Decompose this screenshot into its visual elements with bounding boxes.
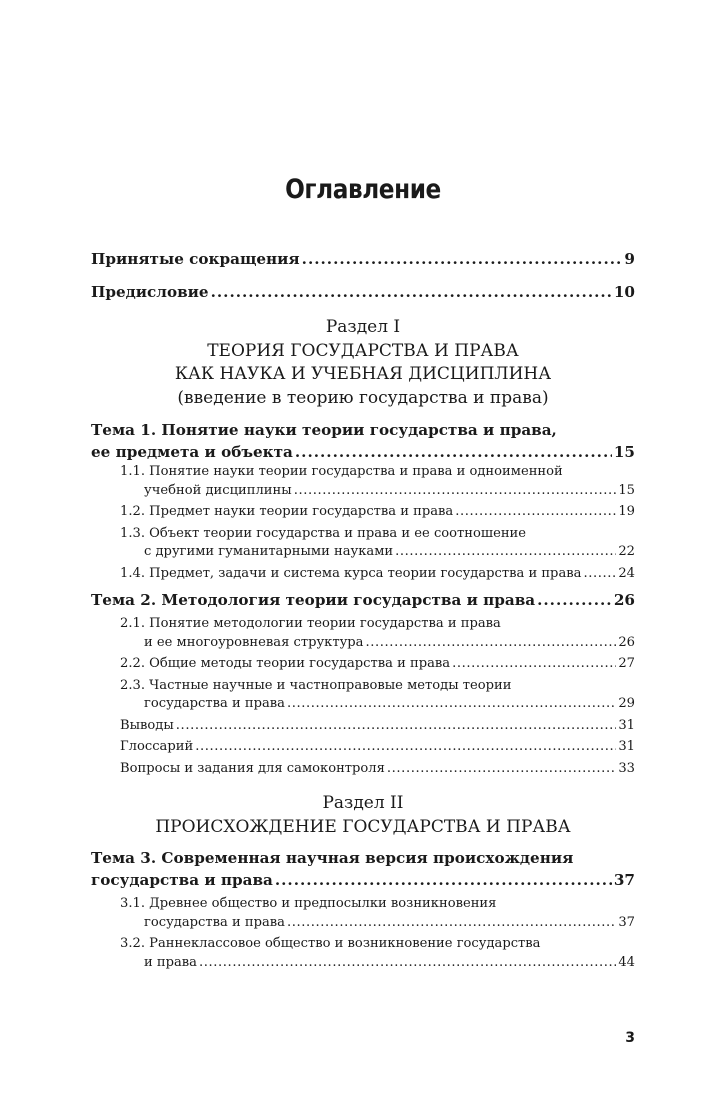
- dot-leader: [176, 717, 617, 736]
- toc-page-number: 22: [618, 544, 635, 559]
- toc-page-number: 31: [618, 717, 635, 733]
- section-title-line: ПРОИСХОЖДЕНИЕ ГОСУДАРСТВА И ПРАВА: [155, 816, 571, 837]
- toc-subentry-1-2: [91, 503, 635, 522]
- dot-leader: [275, 869, 612, 891]
- toc-page-number: 44: [618, 954, 635, 970]
- toc-subentry-label: Выводы: [120, 717, 174, 733]
- toc-page-number: 27: [618, 656, 635, 671]
- dot-leader: [537, 589, 612, 611]
- toc-subentry-2-3: [91, 677, 635, 714]
- toc-entry-label: Предисловие: [91, 283, 209, 301]
- toc-subentry-label: 1.3. Объект теории государства и права и ее соотношение: [120, 525, 527, 541]
- toc-subentry-label-cont: и ее многоуровневая структура: [144, 634, 364, 650]
- section-heading-1: [91, 316, 635, 410]
- toc-entry-label: Тема 3. Современная научная версия происхождения: [91, 849, 574, 867]
- toc-page-number: 15: [618, 482, 635, 498]
- toc-page-number: 15: [613, 443, 635, 461]
- toc-page-number: 10: [613, 283, 635, 301]
- toc-subentry-1-1: [91, 463, 635, 500]
- dot-leader: [211, 281, 612, 303]
- section-number: Раздел I: [325, 317, 401, 337]
- section-title-line: КАК НАУКА И УЧЕБНАЯ ДИСЦИПЛИНА: [174, 364, 552, 384]
- dot-leader: [295, 441, 612, 463]
- toc-theme-1: [91, 419, 635, 463]
- toc-subentry-1-4: [91, 565, 635, 584]
- dot-leader: [195, 738, 616, 757]
- toc-entry-abbreviations: [91, 248, 635, 270]
- dot-leader: [387, 760, 616, 779]
- toc-page-number: 37: [613, 871, 635, 889]
- toc-subentry-label: 3.1. Древнее общество и предпосылки возникновения: [120, 896, 497, 911]
- toc-theme-3: [91, 847, 635, 891]
- toc-subentry-label: 1.4. Предмет, задачи и система курса теории государства и права: [120, 565, 582, 581]
- dot-leader: [294, 482, 617, 501]
- dot-leader: [455, 503, 616, 522]
- table-of-contents: [91, 248, 635, 972]
- toc-subentry-label: 3.2. Раннеклассовое общество и возникновение государства: [120, 936, 541, 951]
- toc-subentry-label: Глоссарий: [120, 739, 194, 754]
- section-number: Раздел II: [322, 793, 404, 813]
- toc-page-number: 31: [618, 739, 635, 754]
- toc-entry-label: Тема 1. Понятие науки теории государства и права,: [91, 421, 557, 439]
- dot-leader: [395, 543, 616, 562]
- section-title-line: (введение в теорию государства и права): [177, 387, 549, 408]
- toc-subentry-label-cont: учебной дисциплины: [144, 482, 292, 498]
- dot-leader: [199, 954, 616, 973]
- section-title-line: ТЕОРИЯ ГОСУДАРСТВА И ПРАВА: [207, 340, 519, 361]
- toc-entry-label-cont: государства и права: [91, 871, 273, 889]
- toc-subentry-label: 2.1. Понятие методологии теории государства и права: [120, 616, 501, 631]
- toc-subentry-label: Вопросы и задания для самоконтроля: [120, 760, 385, 776]
- section-heading-2: [91, 792, 635, 839]
- toc-subentry-label-cont: государства и права: [144, 696, 285, 711]
- toc-subentry-label-cont: государства и права: [144, 914, 285, 930]
- toc-page-number: 9: [624, 250, 635, 268]
- toc-page-number: 24: [618, 565, 635, 581]
- toc-subentry-label: 2.3. Частные научные и частноправовые методы теории: [120, 677, 512, 693]
- dot-leader: [583, 565, 616, 584]
- toc-page-number: 29: [618, 696, 635, 711]
- toc-page-number: 19: [618, 504, 635, 519]
- toc-page-number: 26: [613, 591, 635, 609]
- dot-leader: [302, 248, 623, 270]
- toc-entry-label: Принятые сокращения: [91, 250, 300, 268]
- toc-entry-label: Тема 2. Методология теории государства и права: [91, 591, 536, 609]
- toc-subentry-glossary: [91, 738, 635, 757]
- dot-leader: [287, 695, 616, 714]
- dot-leader: [452, 655, 616, 674]
- toc-subentry-3-1: [91, 895, 635, 932]
- toc-subentry-label-cont: и права: [144, 954, 197, 970]
- toc-entry-label-cont: ее предмета и объекта: [91, 443, 293, 461]
- toc-subentry-3-2: [91, 935, 635, 972]
- toc-page-number: 33: [618, 760, 635, 776]
- dot-leader: [366, 634, 617, 653]
- toc-subentry-1-3: [91, 525, 635, 562]
- toc-entry-preface: [91, 281, 635, 303]
- toc-subentry-questions: [91, 760, 635, 779]
- toc-page-number: 37: [618, 914, 635, 930]
- page-title: Оглавление: [285, 174, 441, 205]
- toc-subentry-label: 1.2. Предмет науки теории государства и права: [120, 504, 454, 519]
- toc-subentry-label-cont: с другими гуманитарными науками: [144, 544, 394, 559]
- toc-subentry-2-2: [91, 655, 635, 674]
- toc-subentry-label: 2.2. Общие методы теории государства и права: [120, 656, 451, 671]
- page-number: 3: [625, 1030, 635, 1046]
- toc-subentry-label: 1.1. Понятие науки теории государства и права и одноименной: [120, 464, 563, 479]
- toc-theme-2: [91, 589, 635, 611]
- toc-page-number: 26: [618, 634, 635, 650]
- toc-subentry-conclusions: [91, 717, 635, 736]
- dot-leader: [287, 914, 616, 933]
- toc-subentry-2-1: [91, 615, 635, 652]
